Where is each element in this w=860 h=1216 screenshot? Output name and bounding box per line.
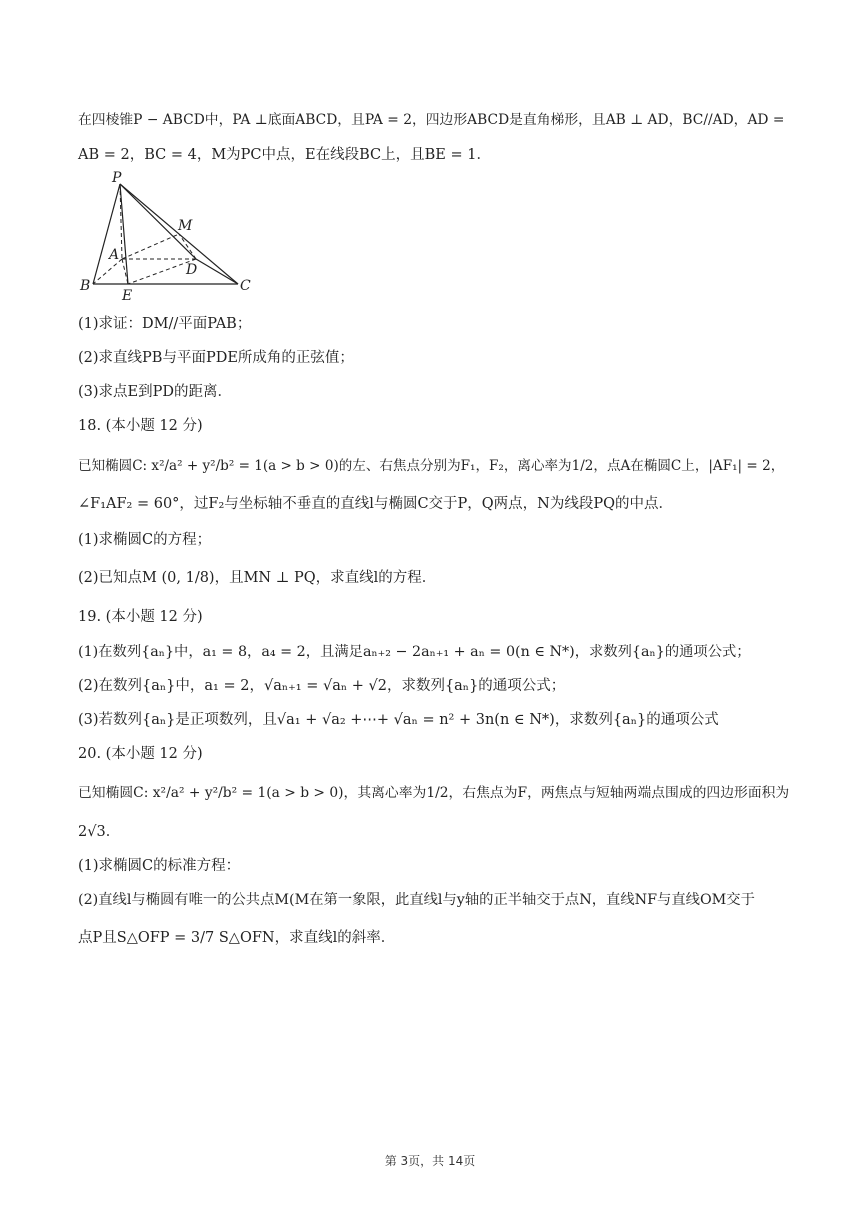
edge-AM [122, 234, 179, 259]
problem18-part1: (1)求椭圆C的方程； [78, 532, 212, 548]
problem18-line1: 已知椭圆C: x²/a² + y²/b² = 1(a > b > 0)的左、右焦点分别为F₁，F₂，离心率为1/2，点A在椭圆C上，|AF₁| = 2， [78, 458, 785, 474]
label-M: M [178, 218, 193, 234]
problem20-header: 20. (本小题 12 分) [78, 746, 203, 762]
problem20-line2: 2√3． [78, 824, 121, 840]
problem20-part1: (1)求椭圆C的标准方程： [78, 858, 241, 874]
problem18-line2: ∠F₁AF₂ = 60°，过F₂与坐标轴不垂直的直线l与椭圆C交于P，Q两点，N为线段PQ的中点． [78, 496, 674, 512]
problem19-header: 19. (本小题 12 分) [78, 609, 203, 625]
problem17-part1: (1)求证：DM//平面PAB； [78, 316, 252, 332]
problem20-part2: (2)直线l与椭圆有唯一的公共点M(M在第一象限，此直线l与y轴的正半轴交于点N，直线NF与直线OM交于 [78, 892, 755, 908]
page-footer: 第 3页，共 14页 [384, 1154, 476, 1168]
edge-DC [196, 259, 238, 284]
problem19-part2: (2)在数列{aₙ}中，a₁ = 2，√aₙ₊₁ = √aₙ + √2，求数列{aₙ}的通项公式； [78, 678, 566, 694]
problem20-line1: 已知椭圆C: x²/a² + y²/b² = 1(a > b > 0)，其离心率为1/2，右焦点为F，两焦点与短轴两端点围成的四边形面积为 [78, 785, 790, 801]
problem18-part2: (2)已知点M (0, 1/8)，且MN ⊥ PQ，求直线l的方程． [78, 570, 437, 586]
edge-PB [93, 184, 120, 284]
problem17-line1: 在四棱锥P − ABCD中，PA ⊥底面ABCD，且PA = 2，四边形ABCD是直角梯形，且AB ⊥ AD，BC//AD，AD = [78, 112, 785, 128]
label-A: A [109, 247, 120, 263]
problem19-part1: (1)在数列{aₙ}中，a₁ = 8，a₄ = 2，且满足aₙ₊₂ − 2aₙ₊₁ + aₙ = 0(n ∈ N*)，求数列{aₙ}的通项公式； [78, 644, 751, 660]
problem17-part3: (3)求点E到PD的距离． [78, 384, 233, 400]
pyramid-figure [78, 172, 268, 302]
label-B: B [80, 278, 91, 294]
problem18-header: 18. (本小题 12 分) [78, 418, 203, 434]
problem19-part3: (3)若数列{aₙ}是正项数列，且√a₁ + √a₂ +⋯+ √aₙ = n² + 3n(n ∈ N*)，求数列{aₙ}的通项公式 [78, 712, 719, 728]
label-C: C [240, 278, 251, 294]
label-P: P [112, 170, 122, 186]
problem17-line2: AB = 2，BC = 4，M为PC中点，E在线段BC上，且BE = 1． [78, 147, 491, 163]
label-E: E [122, 288, 133, 304]
problem20-part2-cont: 点P且S△OFP = 3/7 S△OFN，求直线l的斜率． [78, 930, 396, 946]
problem17-part2: (2)求直线PB与平面PDE所成角的正弦值； [78, 350, 354, 366]
label-D: D [186, 262, 198, 278]
